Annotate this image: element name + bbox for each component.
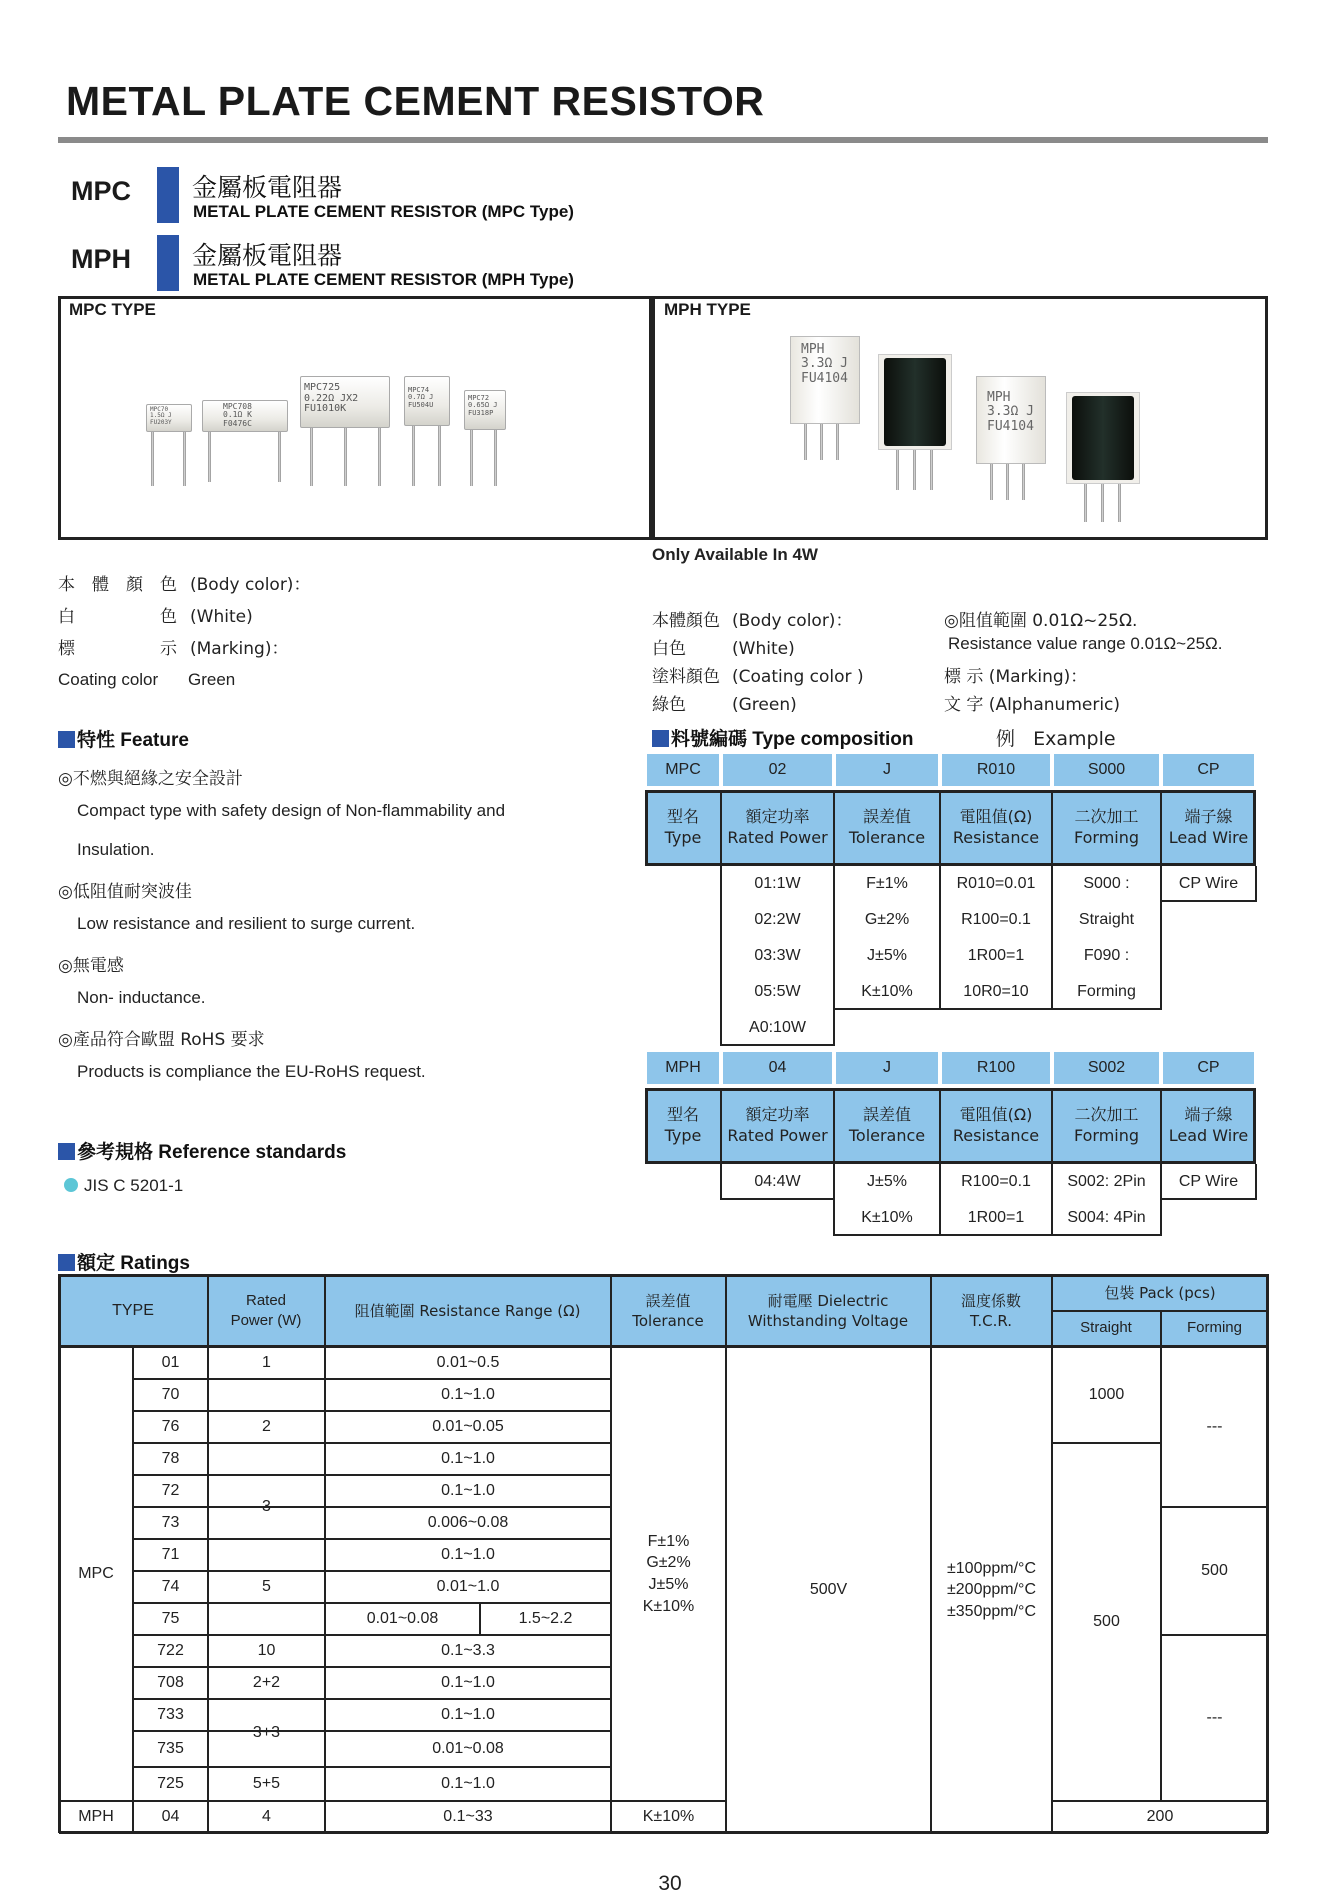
ratings-pack-forming-cell: ---: [1206, 1418, 1223, 1436]
mph-row-type: 04: [161, 1808, 180, 1826]
mph-black-resistor-image: [878, 354, 952, 490]
ratings-range-cell: 0.01~0.08: [366, 1610, 439, 1628]
mph-coating-color: 塗料顏色 (Coating color ): [652, 667, 864, 687]
ratings-range-cell: 0.01~0.5: [436, 1354, 500, 1372]
table-border: [1160, 1088, 1162, 1164]
ratings-type-cell: 01: [161, 1354, 180, 1372]
reference-item: JIS C 5201-1: [64, 1176, 183, 1196]
table-border: [833, 790, 835, 866]
ratings-range-cell: 0.01~0.08: [432, 1740, 504, 1758]
ratings-range-cell: 0.1~1.0: [441, 1386, 495, 1404]
mph-coating-color-value: 綠色 (Green): [652, 695, 797, 715]
feature-item-en: Compact type with safety design of Non-flammability and: [77, 801, 506, 820]
header-type: TYPE: [112, 1302, 154, 1320]
table-border: [207, 1801, 209, 1833]
table-border: [59, 1274, 1268, 1277]
mph-row-range: 0.1~33: [443, 1808, 493, 1826]
table-border: [133, 1602, 611, 1604]
composition-value: 01:1W: [754, 875, 801, 893]
table-border: [1160, 866, 1162, 902]
table-border: [720, 790, 722, 866]
table-border: [1052, 1310, 1268, 1312]
feature-item-cn: ◎低阻值耐突波佳: [58, 882, 192, 902]
composition-value: 1R00=1: [967, 947, 1025, 965]
table-border: [940, 1234, 1052, 1236]
header-resistance-range: 阻值範圍 Resistance Range (Ω): [354, 1301, 581, 1320]
resistance-range-en: Resistance value range 0.01Ω~25Ω.: [948, 634, 1223, 653]
code-segment: MPC: [647, 754, 719, 786]
coating-color: Coating color Green: [58, 670, 236, 689]
composition-value: 05:5W: [754, 983, 801, 1001]
header-pack: 包裝 Pack (pcs): [1104, 1283, 1216, 1302]
header-tcr: 溫度係數 T.C.R.: [960, 1291, 1021, 1330]
table-border: [208, 1766, 325, 1768]
composition-value: S002: 2Pin: [1067, 1173, 1146, 1191]
ratings-type-cell: 708: [157, 1674, 184, 1692]
composition-header-cell: 額定功率 Rated Power: [727, 1105, 828, 1145]
ratings-type-cell: 70: [161, 1386, 180, 1404]
table-border: [1051, 1164, 1053, 1236]
composition-value: Forming: [1077, 983, 1136, 1001]
composition-value: R010=0.01: [956, 875, 1036, 893]
table-border: [939, 1164, 941, 1236]
composition-value: 1R00=1: [967, 1209, 1025, 1227]
composition-value: R100=0.1: [961, 911, 1031, 929]
composition-value: J±5%: [867, 947, 907, 965]
composition-value: CP Wire: [1178, 875, 1239, 893]
title-divider: [58, 137, 1268, 143]
composition-header-cell: 端子線 Lead Wire: [1168, 807, 1249, 847]
table-border: [133, 1538, 611, 1540]
code-segment: R100: [942, 1052, 1050, 1084]
ratings-heading: 額定 Ratings: [58, 1248, 190, 1275]
table-border: [133, 1442, 611, 1444]
ratings-range-cell: 1.5~2.2: [518, 1610, 573, 1628]
mph-availability-note: Only Available In 4W: [652, 545, 818, 564]
code-segment: J: [836, 754, 938, 786]
table-border: [207, 1347, 209, 1801]
composition-header-cell: 電阻值(Ω) Resistance: [952, 807, 1040, 847]
model-code-mph: MPH: [71, 244, 131, 274]
section-marker-icon: [58, 731, 75, 748]
table-border: [133, 1506, 611, 1508]
model-name-cn: 金屬板電阻器: [192, 241, 343, 270]
table-border: [1051, 1088, 1053, 1164]
composition-value: CP Wire: [1178, 1173, 1239, 1191]
marking-label: 標 示 (Marking)：: [58, 639, 289, 659]
ratings-range-cell: 0.1~1.0: [441, 1450, 495, 1468]
feature-item-en: Non- inductance.: [77, 988, 206, 1007]
mpc708-resistor-image: MPC708 0.1Ω K F0476C: [202, 400, 288, 482]
ratings-type-cell: 75: [161, 1610, 180, 1628]
table-border: [645, 1088, 648, 1164]
composition-value: 02:2W: [754, 911, 801, 929]
ratings-range-cell: 0.1~1.0: [441, 1482, 495, 1500]
ratings-power-cell: 2+2: [252, 1674, 281, 1692]
header-pack-forming: Forming: [1186, 1319, 1242, 1337]
mpc-row-group-label: MPC: [78, 1565, 114, 1583]
ratings-voltage-cell: 500V: [809, 1581, 848, 1599]
feature-item-en: Products is compliance the EU-RoHS request.: [77, 1062, 426, 1081]
ratings-range-cell: 0.006~0.08: [427, 1514, 509, 1532]
feature-item-cn: ◎無電感: [58, 956, 124, 976]
composition-value: K±10%: [861, 983, 913, 1001]
table-border: [721, 1044, 834, 1046]
composition-header-cell: 型名 Type: [664, 1105, 702, 1145]
table-border: [1160, 1311, 1162, 1346]
table-border: [1160, 790, 1162, 866]
ratings-power-cell: 5: [262, 1578, 271, 1596]
composition-header-cell: 二次加工 Forming: [1073, 1105, 1140, 1145]
mpc725-resistor-image: MPC725 0.22Ω JX2 FU1010K: [300, 376, 390, 486]
code-segment: J: [836, 1052, 938, 1084]
table-border: [930, 1276, 932, 1346]
mph-row-label: MPH: [78, 1808, 114, 1826]
composition-header-cell: 型名 Type: [664, 807, 702, 847]
composition-value: 10R0=10: [963, 983, 1029, 1001]
code-segment: 04: [723, 1052, 832, 1084]
table-border: [939, 866, 941, 1010]
table-border: [939, 1088, 941, 1164]
mph-row-power: 4: [262, 1808, 271, 1826]
ratings-type-cell: 76: [161, 1418, 180, 1436]
ratings-pack-straight-cell: 1000: [1088, 1386, 1125, 1404]
table-border: [208, 1666, 325, 1668]
table-border: [1052, 1008, 1161, 1010]
table-border: [1161, 1198, 1256, 1200]
composition-value: F±1%: [866, 875, 908, 893]
table-border: [645, 1088, 1256, 1091]
ratings-type-cell: 72: [161, 1482, 180, 1500]
ratings-tolerance-cell: F±1% G±2% J±5% K±10%: [642, 1532, 695, 1615]
table-border: [610, 1801, 612, 1833]
mph-white-resistor-image: MPH 3.3Ω J FU4104: [976, 376, 1046, 500]
table-border: [721, 1198, 834, 1200]
table-border: [610, 1276, 612, 1346]
table-border: [1253, 790, 1256, 866]
composition-header-cell: 誤差值 Tolerance: [848, 807, 926, 847]
code-segment: MPH: [647, 1052, 719, 1084]
model-accent-bar: [157, 235, 179, 291]
ratings-type-cell: 78: [161, 1450, 180, 1468]
table-border: [645, 790, 1256, 793]
table-border: [939, 790, 941, 866]
feature-item-en: Low resistance and resilient to surge current.: [77, 914, 416, 933]
table-border: [720, 866, 722, 1046]
mph-white-resistor-image: MPH 3.3Ω J FU4104: [790, 336, 860, 460]
mpc74-resistor-image: MPC74 0.7Ω J FU504U: [404, 376, 450, 486]
code-segment: CP: [1163, 754, 1254, 786]
ratings-tcr-cell: ±100ppm/°C ±200ppm/°C ±350ppm/°C: [947, 1559, 1036, 1620]
composition-value: K±10%: [861, 1209, 913, 1227]
composition-value: 03:3W: [754, 947, 801, 965]
composition-header-cell: 二次加工 Forming: [1073, 807, 1140, 847]
mpc-panel-title: MPC TYPE: [69, 300, 156, 319]
body-color-label: 本 體 顏 色 (Body color)：: [58, 575, 311, 595]
ratings-power-cell: 2: [262, 1418, 271, 1436]
table-border: [1255, 1164, 1257, 1200]
feature-item-cn: ◎產品符合歐盟 RoHS 要求: [58, 1030, 265, 1050]
ratings-power-cell: 10: [257, 1642, 276, 1660]
code-segment: 02: [723, 754, 832, 786]
table-border: [725, 1276, 727, 1346]
feature-heading: 特性 Feature: [58, 725, 189, 752]
model-name-cn: 金屬板電阻器: [192, 173, 343, 202]
table-border: [1052, 1234, 1161, 1236]
table-border: [720, 1164, 722, 1200]
model-code-mpc: MPC: [71, 176, 131, 206]
table-border: [1051, 790, 1053, 866]
section-marker-icon: [58, 1254, 75, 1271]
ratings-range-cell: 0.1~1.0: [441, 1674, 495, 1692]
ratings-power-cell: 3+3: [252, 1724, 281, 1742]
ratings-range-cell: 0.1~1.0: [441, 1775, 495, 1793]
table-border: [834, 1234, 940, 1236]
composition-value: J±5%: [867, 1173, 907, 1191]
table-border: [833, 1088, 835, 1164]
table-border: [720, 1088, 722, 1164]
mph-body-color: 本體顏色 (Body color)：: [652, 611, 853, 631]
table-border: [930, 1801, 932, 1833]
composition-value: Straight: [1078, 911, 1135, 929]
table-border: [208, 1698, 325, 1700]
ratings-type-cell: 71: [161, 1546, 180, 1564]
composition-header-cell: 端子線 Lead Wire: [1168, 1105, 1249, 1145]
table-border: [834, 1008, 940, 1010]
type-composition-heading: 料號編碼 Type composition: [652, 724, 913, 751]
table-border: [208, 1474, 325, 1476]
ratings-range-cell: 0.1~3.3: [441, 1642, 495, 1660]
ratings-power-cell: 1: [262, 1354, 271, 1372]
ratings-type-cell: 73: [161, 1514, 180, 1532]
table-border: [1160, 1164, 1162, 1200]
ratings-range-cell: 0.1~1.0: [441, 1546, 495, 1564]
ratings-range-cell: 0.1~1.0: [441, 1706, 495, 1724]
mpc70-resistor-image: MPC70 1.5Ω J FU203Y: [146, 404, 192, 486]
ratings-type-cell: 733: [157, 1706, 184, 1724]
mph-marking-value: 文 字 (Alphanumeric): [944, 695, 1121, 715]
ratings-pack-straight-cell: 500: [1093, 1613, 1120, 1631]
composition-value: G±2%: [864, 911, 910, 929]
table-border: [133, 1666, 611, 1668]
table-border: [833, 1164, 835, 1236]
bullet-dot-icon: [64, 1178, 78, 1192]
mph-row-pack: 200: [1146, 1808, 1174, 1826]
composition-header-cell: 額定功率 Rated Power: [727, 807, 828, 847]
code-segment: R010: [942, 754, 1050, 786]
table-border: [324, 1801, 326, 1833]
page-number: 30: [658, 1872, 682, 1895]
ratings-pack-forming-cell: 500: [1201, 1562, 1228, 1580]
table-border: [1255, 866, 1257, 902]
header-rated-power: Rated Power (W): [230, 1291, 302, 1329]
table-border: [940, 1008, 1052, 1010]
table-border: [208, 1538, 325, 1540]
ratings-power-cell: 5+5: [252, 1775, 281, 1793]
page-title: METAL PLATE CEMENT RESISTOR: [66, 78, 765, 124]
model-name-en: METAL PLATE CEMENT RESISTOR (MPH Type): [193, 270, 574, 289]
ratings-type-cell: 725: [157, 1775, 184, 1793]
feature-item-cn: ◎不燃與絕緣之安全設計: [58, 769, 243, 789]
table-border: [133, 1570, 611, 1572]
composition-value: F090 :: [1083, 947, 1130, 965]
ratings-type-cell: 735: [157, 1740, 184, 1758]
mph-body-color-value: 白色 (White): [652, 639, 795, 659]
table-border: [133, 1634, 611, 1636]
model-accent-bar: [157, 167, 179, 223]
composition-value: S000 :: [1083, 875, 1130, 893]
composition-value: S004: 4Pin: [1067, 1209, 1146, 1227]
table-border: [133, 1410, 611, 1412]
code-segment: CP: [1163, 1052, 1254, 1084]
ratings-range-cell: 0.01~0.05: [432, 1418, 504, 1436]
mph-type-panel: [652, 296, 1268, 540]
table-border: [833, 866, 835, 1010]
table-border: [133, 1766, 611, 1768]
table-border: [133, 1698, 611, 1700]
table-border: [324, 1347, 326, 1801]
table-border: [645, 790, 648, 866]
table-border: [133, 1474, 611, 1476]
composition-value: 04:4W: [754, 1173, 801, 1191]
mph-panel-title: MPH TYPE: [664, 300, 751, 319]
table-border: [208, 1634, 325, 1636]
code-segment: S000: [1054, 754, 1159, 786]
table-border: [133, 1378, 611, 1380]
table-border: [133, 1730, 611, 1732]
feature-item-en: Insulation.: [77, 840, 155, 859]
section-marker-icon: [58, 1143, 75, 1160]
ratings-power-cell: 3: [262, 1498, 271, 1516]
composition-value: A0:10W: [749, 1019, 806, 1037]
composition-header-cell: 誤差值 Tolerance: [848, 1105, 926, 1145]
composition-header-cell: 電阻值(Ω) Resistance: [952, 1105, 1040, 1145]
table-border: [132, 1801, 134, 1833]
header-dielectric-voltage: 耐電壓 Dielectric Withstanding Voltage: [747, 1291, 909, 1330]
composition-value: R100=0.1: [961, 1173, 1031, 1191]
body-color-value: 白 色 (White): [58, 607, 253, 627]
table-border: [207, 1276, 209, 1346]
header-tolerance: 誤差值 Tolerance: [632, 1291, 704, 1330]
mph-black-resistor-image: [1066, 392, 1140, 522]
table-border: [132, 1347, 134, 1801]
ratings-pack-forming-cell: ---: [1206, 1709, 1223, 1727]
table-border: [1253, 1088, 1256, 1164]
mpc72-resistor-image: MPC72 0.65Ω J FU318P: [464, 390, 506, 486]
resistance-range-cn: ◎阻值範圍 0.01Ω~25Ω.: [944, 611, 1138, 631]
section-marker-icon: [652, 730, 669, 747]
table-border: [208, 1378, 325, 1380]
table-border: [1161, 900, 1256, 902]
mph-row-tolerance: K±10%: [642, 1808, 695, 1826]
header-pack-straight: Straight: [1080, 1319, 1132, 1337]
ratings-type-cell: 722: [157, 1642, 184, 1660]
table-border: [1051, 866, 1053, 1010]
model-name-en: METAL PLATE CEMENT RESISTOR (MPC Type): [193, 202, 574, 221]
mph-marking-label: 標 示 (Marking)：: [944, 667, 1088, 687]
ratings-type-cell: 74: [161, 1578, 180, 1596]
reference-heading: 參考規格 Reference standards: [58, 1137, 346, 1164]
table-border: [324, 1276, 326, 1346]
example-label: 例 Example: [996, 728, 1116, 750]
table-border: [479, 1603, 481, 1635]
code-segment: S002: [1054, 1052, 1159, 1084]
ratings-range-cell: 0.01~1.0: [436, 1578, 500, 1596]
